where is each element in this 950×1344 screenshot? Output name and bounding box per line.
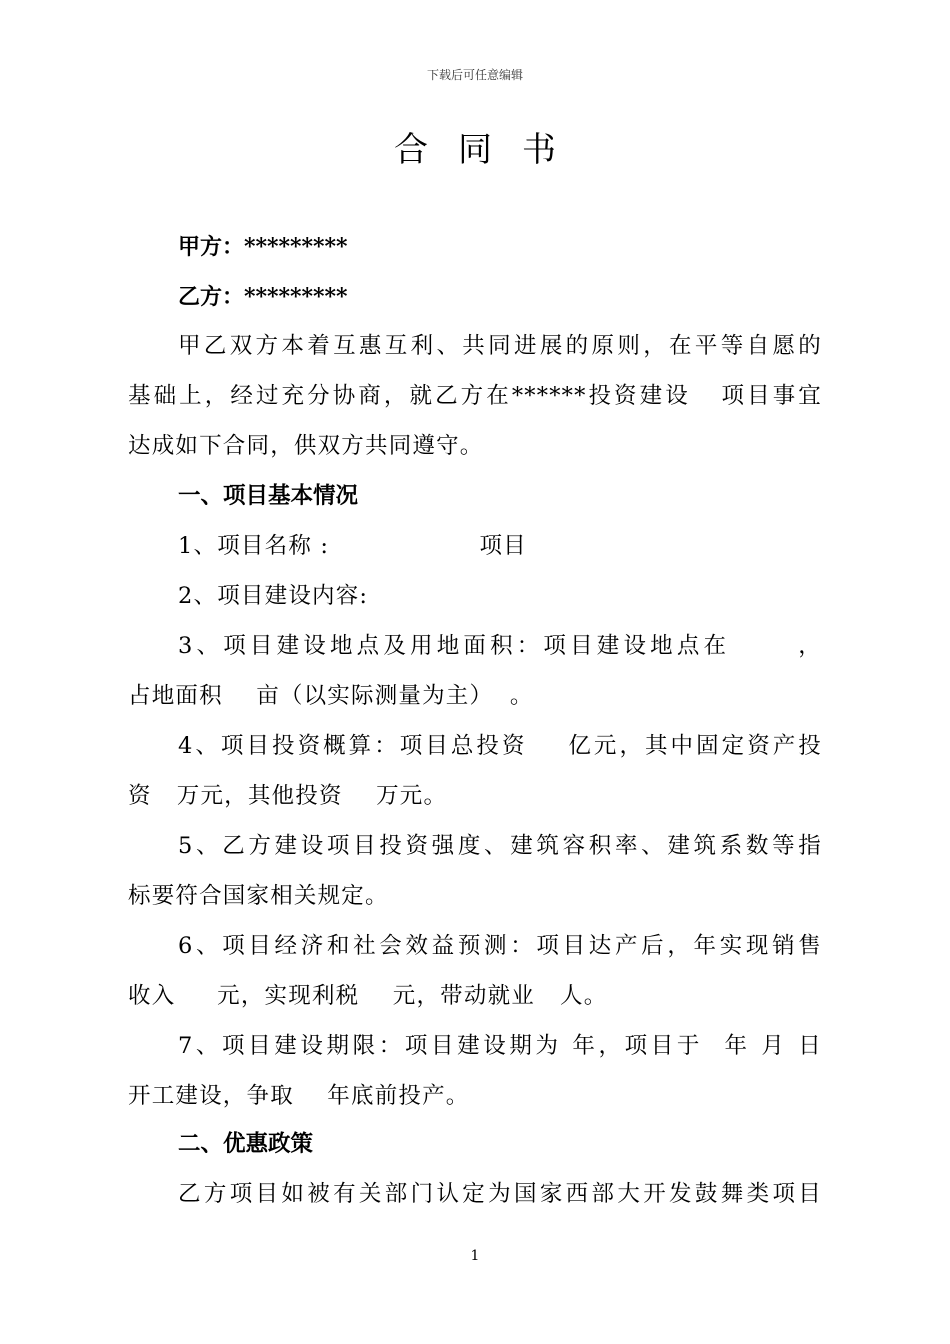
section1-line-9: 6、项目经济和社会效益预测：项目达产后，年实现销售 [178,933,822,959]
intro-line-3: 达成如下合同，供双方共同遵守。 [128,433,484,459]
section1-line-11: 7、项目建设期限：项目建设期为 年，项目于 年 月 日 [178,1033,822,1059]
intro-line-2: 基础上，经过充分协商，就乙方在******投资建设 项目事宜 [128,383,822,409]
party-b [178,280,348,311]
section1-line-6: 资 万元，其他投资 万元。 [128,783,448,809]
section1-heading: 一、项目基本情况 [178,483,359,509]
section1-line-3: 3、项目建设地点及用地面积：项目建设地点在 ， [178,633,822,659]
download-note: 下载后可任意编辑 [426,68,523,82]
section2-line-1: 乙方项目如被有关部门认定为国家西部大开发鼓舞类项目 [178,1181,822,1207]
party-a [178,230,348,261]
document-title: 合同书 [394,130,586,170]
section1-line-7: 5、乙方建设项目投资强度、建筑容积率、建筑系数等指 [178,833,822,859]
party-a-label: 甲方： [178,234,245,260]
section1-line-1: 1、项目名称 : 项目 [178,533,527,559]
section1-line-10: 收入 元，实现利税 元，带动就业 人。 [128,983,608,1009]
section1-line-8: 标要符合国家相关规定。 [128,883,389,909]
party-a-value: ********* [244,234,348,260]
party-b-value: ********* [244,284,348,310]
intro-line-1: 甲乙双方本着互惠互利、共同进展的原则，在平等自愿的 [178,333,822,359]
section1-line-2: 2、项目建设内容: [178,583,369,609]
section1-line-12: 开工建设，争取 年底前投产。 [128,1083,470,1109]
section1-line-4: 占地面积 亩（以实际测量为主） 。 [128,683,534,709]
section2-heading: 二、优惠政策 [178,1131,314,1157]
party-b-label: 乙方： [178,284,245,310]
section1-line-5: 4、项目投资概算：项目总投资 亿元，其中固定资产投 [178,733,822,759]
page-number: 1 [470,1248,480,1264]
